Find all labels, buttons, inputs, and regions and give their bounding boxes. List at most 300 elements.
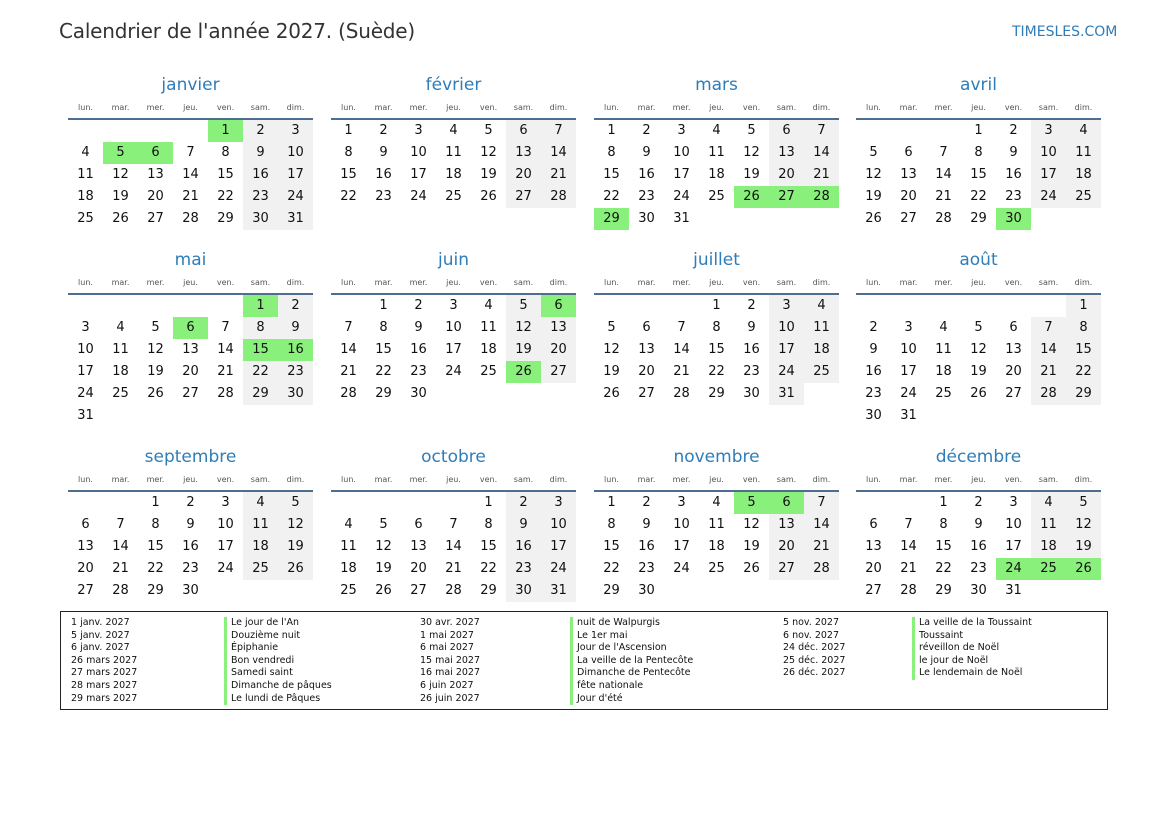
day-cell[interactable]: 6 [769, 120, 804, 142]
day-cell[interactable]: 16 [1005, 167, 1022, 182]
day-cell[interactable]: 21 [217, 364, 234, 379]
day-cell[interactable]: 1 [344, 123, 353, 138]
day-cell[interactable]: 6 [1009, 320, 1018, 335]
day-cell[interactable]: 19 [375, 561, 392, 576]
day-cell[interactable]: 11 [1066, 142, 1101, 164]
day-cell[interactable]: 15 [708, 342, 725, 357]
day-cell[interactable]: 4 [81, 145, 90, 160]
day-cell[interactable]: 12 [743, 517, 760, 532]
day-cell[interactable]: 16 [410, 342, 427, 357]
day-cell[interactable]: 7 [221, 320, 230, 335]
day-cell[interactable]: 29 [708, 386, 725, 401]
day-cell[interactable]: 18 [480, 342, 497, 357]
day-cell[interactable]: 2 [747, 298, 756, 313]
day-cell[interactable]: 7 [939, 145, 948, 160]
day-cell[interactable]: 6 [642, 320, 651, 335]
day-cell[interactable]: 17 [77, 364, 94, 379]
day-cell[interactable]: 10 [673, 145, 690, 160]
holiday-day-cell[interactable]: 1 [208, 120, 243, 142]
holiday-day-cell[interactable]: 26 [1066, 558, 1101, 580]
day-cell[interactable]: 31 [900, 408, 917, 423]
day-cell[interactable]: 2 [642, 123, 651, 138]
day-cell[interactable]: 2 [414, 298, 423, 313]
day-cell[interactable]: 17 [445, 342, 462, 357]
day-cell[interactable]: 25 [708, 561, 725, 576]
day-cell[interactable]: 15 [375, 342, 392, 357]
day-cell[interactable]: 20 [769, 536, 804, 558]
day-cell[interactable]: 3 [1031, 120, 1066, 142]
day-cell[interactable]: 3 [221, 495, 230, 510]
day-cell[interactable]: 27 [1005, 386, 1022, 401]
day-cell[interactable]: 9 [642, 517, 651, 532]
day-cell[interactable]: 9 [243, 142, 278, 164]
day-cell[interactable]: 18 [340, 561, 357, 576]
day-cell[interactable]: 18 [445, 167, 462, 182]
day-cell[interactable]: 19 [147, 364, 164, 379]
day-cell[interactable]: 22 [708, 364, 725, 379]
day-cell[interactable]: 30 [865, 408, 882, 423]
day-cell[interactable]: 24 [900, 386, 917, 401]
day-cell[interactable]: 23 [743, 364, 760, 379]
day-cell[interactable]: 23 [375, 189, 392, 204]
day-cell[interactable]: 30 [638, 211, 655, 226]
day-cell[interactable]: 14 [935, 167, 952, 182]
day-cell[interactable]: 27 [541, 361, 576, 383]
day-cell[interactable]: 26 [865, 211, 882, 226]
day-cell[interactable]: 4 [712, 123, 721, 138]
day-cell[interactable]: 1 [379, 298, 388, 313]
day-cell[interactable]: 31 [77, 408, 94, 423]
day-cell[interactable]: 19 [603, 364, 620, 379]
day-cell[interactable]: 8 [974, 145, 983, 160]
day-cell[interactable]: 26 [743, 561, 760, 576]
day-cell[interactable]: 22 [147, 561, 164, 576]
day-cell[interactable]: 23 [638, 189, 655, 204]
day-cell[interactable]: 30 [410, 386, 427, 401]
day-cell[interactable]: 29 [375, 386, 392, 401]
day-cell[interactable]: 29 [935, 583, 952, 598]
day-cell[interactable]: 19 [970, 364, 987, 379]
holiday-day-cell[interactable]: 5 [734, 492, 769, 514]
day-cell[interactable]: 14 [900, 539, 917, 554]
day-cell[interactable]: 1 [974, 123, 983, 138]
day-cell[interactable]: 22 [603, 561, 620, 576]
day-cell[interactable]: 4 [1031, 492, 1066, 514]
day-cell[interactable]: 30 [243, 208, 278, 230]
day-cell[interactable]: 17 [1031, 164, 1066, 186]
day-cell[interactable]: 3 [769, 295, 804, 317]
day-cell[interactable]: 25 [243, 558, 278, 580]
day-cell[interactable]: 10 [1005, 517, 1022, 532]
day-cell[interactable]: 1 [151, 495, 160, 510]
day-cell[interactable]: 28 [900, 583, 917, 598]
day-cell[interactable]: 22 [340, 189, 357, 204]
day-cell[interactable]: 17 [217, 539, 234, 554]
day-cell[interactable]: 7 [344, 320, 353, 335]
day-cell[interactable]: 26 [970, 386, 987, 401]
site-link[interactable]: TIMESLES.COM [1012, 24, 1118, 40]
day-cell[interactable]: 16 [865, 364, 882, 379]
day-cell[interactable]: 11 [243, 514, 278, 536]
day-cell[interactable]: 23 [243, 186, 278, 208]
day-cell[interactable]: 27 [147, 211, 164, 226]
day-cell[interactable]: 1 [939, 495, 948, 510]
day-cell[interactable]: 26 [480, 189, 497, 204]
holiday-day-cell[interactable]: 1 [243, 295, 278, 317]
day-cell[interactable]: 10 [77, 342, 94, 357]
day-cell[interactable]: 28 [935, 211, 952, 226]
day-cell[interactable]: 21 [900, 561, 917, 576]
day-cell[interactable]: 21 [1031, 361, 1066, 383]
day-cell[interactable]: 13 [541, 317, 576, 339]
holiday-day-cell[interactable]: 15 [243, 339, 278, 361]
day-cell[interactable]: 19 [865, 189, 882, 204]
day-cell[interactable]: 21 [935, 189, 952, 204]
day-cell[interactable]: 20 [865, 561, 882, 576]
day-cell[interactable]: 14 [217, 342, 234, 357]
day-cell[interactable]: 5 [747, 123, 756, 138]
day-cell[interactable]: 24 [673, 561, 690, 576]
day-cell[interactable]: 11 [1031, 514, 1066, 536]
day-cell[interactable]: 16 [182, 539, 199, 554]
day-cell[interactable]: 25 [340, 583, 357, 598]
holiday-day-cell[interactable]: 27 [769, 186, 804, 208]
day-cell[interactable]: 9 [414, 320, 423, 335]
day-cell[interactable]: 10 [445, 320, 462, 335]
day-cell[interactable]: 4 [116, 320, 125, 335]
day-cell[interactable]: 9 [506, 514, 541, 536]
day-cell[interactable]: 2 [243, 120, 278, 142]
day-cell[interactable]: 29 [970, 211, 987, 226]
day-cell[interactable]: 19 [480, 167, 497, 182]
day-cell[interactable]: 10 [1031, 142, 1066, 164]
day-cell[interactable]: 29 [603, 583, 620, 598]
day-cell[interactable]: 29 [1066, 383, 1101, 405]
day-cell[interactable]: 21 [182, 189, 199, 204]
day-cell[interactable]: 22 [970, 189, 987, 204]
day-cell[interactable]: 23 [865, 386, 882, 401]
day-cell[interactable]: 28 [217, 386, 234, 401]
day-cell[interactable]: 11 [480, 320, 497, 335]
day-cell[interactable]: 2 [506, 492, 541, 514]
day-cell[interactable]: 20 [410, 561, 427, 576]
day-cell[interactable]: 5 [1066, 492, 1101, 514]
day-cell[interactable]: 9 [747, 320, 756, 335]
day-cell[interactable]: 4 [243, 492, 278, 514]
holiday-day-cell[interactable]: 5 [103, 142, 138, 164]
day-cell[interactable]: 24 [445, 364, 462, 379]
day-cell[interactable]: 12 [278, 514, 313, 536]
day-cell[interactable]: 25 [445, 189, 462, 204]
day-cell[interactable]: 31 [673, 211, 690, 226]
day-cell[interactable]: 17 [410, 167, 427, 182]
day-cell[interactable]: 15 [935, 539, 952, 554]
holiday-day-cell[interactable]: 6 [541, 295, 576, 317]
day-cell[interactable]: 14 [112, 539, 129, 554]
holiday-day-cell[interactable]: 30 [996, 208, 1031, 230]
day-cell[interactable]: 12 [375, 539, 392, 554]
day-cell[interactable]: 12 [480, 145, 497, 160]
day-cell[interactable]: 20 [182, 364, 199, 379]
day-cell[interactable]: 27 [900, 211, 917, 226]
day-cell[interactable]: 19 [1066, 536, 1101, 558]
day-cell[interactable]: 14 [673, 342, 690, 357]
day-cell[interactable]: 12 [147, 342, 164, 357]
day-cell[interactable]: 11 [445, 145, 462, 160]
day-cell[interactable]: 27 [410, 583, 427, 598]
day-cell[interactable]: 14 [182, 167, 199, 182]
day-cell[interactable]: 15 [603, 167, 620, 182]
day-cell[interactable]: 26 [147, 386, 164, 401]
day-cell[interactable]: 22 [375, 364, 392, 379]
day-cell[interactable]: 16 [743, 342, 760, 357]
day-cell[interactable]: 23 [506, 558, 541, 580]
day-cell[interactable]: 12 [112, 167, 129, 182]
day-cell[interactable]: 11 [112, 342, 129, 357]
day-cell[interactable]: 19 [112, 189, 129, 204]
day-cell[interactable]: 14 [340, 342, 357, 357]
day-cell[interactable]: 13 [506, 142, 541, 164]
day-cell[interactable]: 3 [449, 298, 458, 313]
holiday-day-cell[interactable]: 28 [804, 186, 839, 208]
day-cell[interactable]: 3 [677, 495, 686, 510]
day-cell[interactable]: 22 [217, 189, 234, 204]
day-cell[interactable]: 20 [77, 561, 94, 576]
day-cell[interactable]: 7 [186, 145, 195, 160]
day-cell[interactable]: 7 [677, 320, 686, 335]
day-cell[interactable]: 16 [638, 539, 655, 554]
day-cell[interactable]: 7 [904, 517, 913, 532]
day-cell[interactable]: 12 [506, 317, 541, 339]
day-cell[interactable]: 2 [1009, 123, 1018, 138]
day-cell[interactable]: 6 [506, 120, 541, 142]
day-cell[interactable]: 8 [151, 517, 160, 532]
day-cell[interactable]: 21 [804, 536, 839, 558]
day-cell[interactable]: 27 [769, 558, 804, 580]
day-cell[interactable]: 28 [673, 386, 690, 401]
day-cell[interactable]: 2 [974, 495, 983, 510]
day-cell[interactable]: 8 [484, 517, 493, 532]
day-cell[interactable]: 7 [1031, 317, 1066, 339]
day-cell[interactable]: 31 [769, 383, 804, 405]
day-cell[interactable]: 17 [673, 539, 690, 554]
day-cell[interactable]: 18 [708, 539, 725, 554]
day-cell[interactable]: 13 [182, 342, 199, 357]
day-cell[interactable]: 21 [804, 164, 839, 186]
holiday-day-cell[interactable]: 29 [594, 208, 629, 230]
day-cell[interactable]: 31 [278, 208, 313, 230]
day-cell[interactable]: 12 [603, 342, 620, 357]
day-cell[interactable]: 13 [147, 167, 164, 182]
holiday-day-cell[interactable]: 16 [278, 339, 313, 361]
day-cell[interactable]: 14 [541, 142, 576, 164]
day-cell[interactable]: 21 [673, 364, 690, 379]
day-cell[interactable]: 28 [445, 583, 462, 598]
day-cell[interactable]: 1 [607, 495, 616, 510]
day-cell[interactable]: 9 [974, 517, 983, 532]
day-cell[interactable]: 4 [484, 298, 493, 313]
day-cell[interactable]: 13 [410, 539, 427, 554]
day-cell[interactable]: 7 [116, 517, 125, 532]
day-cell[interactable]: 29 [480, 583, 497, 598]
day-cell[interactable]: 13 [769, 142, 804, 164]
day-cell[interactable]: 20 [541, 339, 576, 361]
day-cell[interactable]: 26 [278, 558, 313, 580]
day-cell[interactable]: 23 [970, 561, 987, 576]
day-cell[interactable]: 19 [278, 536, 313, 558]
day-cell[interactable]: 9 [642, 145, 651, 160]
day-cell[interactable]: 30 [278, 383, 313, 405]
day-cell[interactable]: 25 [1066, 186, 1101, 208]
day-cell[interactable]: 15 [970, 167, 987, 182]
day-cell[interactable]: 17 [278, 164, 313, 186]
day-cell[interactable]: 13 [1005, 342, 1022, 357]
day-cell[interactable]: 29 [243, 383, 278, 405]
day-cell[interactable]: 15 [340, 167, 357, 182]
day-cell[interactable]: 28 [112, 583, 129, 598]
holiday-day-cell[interactable]: 25 [1031, 558, 1066, 580]
day-cell[interactable]: 5 [607, 320, 616, 335]
day-cell[interactable]: 10 [769, 317, 804, 339]
day-cell[interactable]: 7 [449, 517, 458, 532]
day-cell[interactable]: 14 [445, 539, 462, 554]
holiday-day-cell[interactable]: 6 [138, 142, 173, 164]
day-cell[interactable]: 12 [970, 342, 987, 357]
day-cell[interactable]: 29 [217, 211, 234, 226]
day-cell[interactable]: 18 [243, 536, 278, 558]
day-cell[interactable]: 14 [804, 514, 839, 536]
day-cell[interactable]: 20 [769, 164, 804, 186]
day-cell[interactable]: 12 [865, 167, 882, 182]
day-cell[interactable]: 24 [410, 189, 427, 204]
day-cell[interactable]: 16 [506, 536, 541, 558]
day-cell[interactable]: 8 [607, 517, 616, 532]
day-cell[interactable]: 30 [638, 583, 655, 598]
day-cell[interactable]: 27 [865, 583, 882, 598]
day-cell[interactable]: 31 [1005, 583, 1022, 598]
day-cell[interactable]: 5 [869, 145, 878, 160]
day-cell[interactable]: 24 [541, 558, 576, 580]
day-cell[interactable]: 10 [410, 145, 427, 160]
day-cell[interactable]: 29 [147, 583, 164, 598]
day-cell[interactable]: 6 [869, 517, 878, 532]
day-cell[interactable]: 5 [278, 492, 313, 514]
day-cell[interactable]: 30 [506, 580, 541, 602]
day-cell[interactable]: 14 [1031, 339, 1066, 361]
day-cell[interactable]: 30 [970, 583, 987, 598]
day-cell[interactable]: 9 [869, 342, 878, 357]
day-cell[interactable]: 10 [673, 517, 690, 532]
day-cell[interactable]: 25 [708, 189, 725, 204]
day-cell[interactable]: 22 [603, 189, 620, 204]
day-cell[interactable]: 13 [865, 539, 882, 554]
day-cell[interactable]: 8 [712, 320, 721, 335]
day-cell[interactable]: 5 [151, 320, 160, 335]
day-cell[interactable]: 18 [112, 364, 129, 379]
day-cell[interactable]: 8 [344, 145, 353, 160]
day-cell[interactable]: 14 [804, 142, 839, 164]
day-cell[interactable]: 23 [278, 361, 313, 383]
day-cell[interactable]: 18 [708, 167, 725, 182]
day-cell[interactable]: 5 [484, 123, 493, 138]
day-cell[interactable]: 4 [1066, 120, 1101, 142]
day-cell[interactable]: 5 [379, 517, 388, 532]
day-cell[interactable]: 2 [186, 495, 195, 510]
day-cell[interactable]: 19 [743, 167, 760, 182]
day-cell[interactable]: 26 [375, 583, 392, 598]
day-cell[interactable]: 15 [480, 539, 497, 554]
day-cell[interactable]: 26 [603, 386, 620, 401]
day-cell[interactable]: 24 [673, 189, 690, 204]
day-cell[interactable]: 8 [1066, 317, 1101, 339]
day-cell[interactable]: 15 [603, 539, 620, 554]
day-cell[interactable]: 8 [607, 145, 616, 160]
day-cell[interactable]: 11 [708, 517, 725, 532]
day-cell[interactable]: 5 [506, 295, 541, 317]
day-cell[interactable]: 4 [449, 123, 458, 138]
day-cell[interactable]: 20 [638, 364, 655, 379]
day-cell[interactable]: 22 [243, 361, 278, 383]
day-cell[interactable]: 3 [81, 320, 90, 335]
day-cell[interactable]: 31 [541, 580, 576, 602]
day-cell[interactable]: 11 [804, 317, 839, 339]
day-cell[interactable]: 6 [81, 517, 90, 532]
day-cell[interactable]: 18 [1066, 164, 1101, 186]
day-cell[interactable]: 17 [900, 364, 917, 379]
day-cell[interactable]: 18 [804, 339, 839, 361]
day-cell[interactable]: 22 [935, 561, 952, 576]
day-cell[interactable]: 9 [1009, 145, 1018, 160]
day-cell[interactable]: 1 [607, 123, 616, 138]
day-cell[interactable]: 13 [77, 539, 94, 554]
day-cell[interactable]: 11 [708, 145, 725, 160]
day-cell[interactable]: 16 [243, 164, 278, 186]
day-cell[interactable]: 15 [217, 167, 234, 182]
holiday-day-cell[interactable]: 26 [734, 186, 769, 208]
day-cell[interactable]: 21 [541, 164, 576, 186]
day-cell[interactable]: 11 [77, 167, 94, 182]
day-cell[interactable]: 4 [939, 320, 948, 335]
day-cell[interactable]: 1 [484, 495, 493, 510]
day-cell[interactable]: 8 [243, 317, 278, 339]
day-cell[interactable]: 6 [904, 145, 913, 160]
day-cell[interactable]: 24 [77, 386, 94, 401]
day-cell[interactable]: 21 [340, 364, 357, 379]
day-cell[interactable]: 3 [278, 120, 313, 142]
day-cell[interactable]: 9 [278, 317, 313, 339]
day-cell[interactable]: 25 [112, 386, 129, 401]
day-cell[interactable]: 2 [379, 123, 388, 138]
day-cell[interactable]: 17 [673, 167, 690, 182]
day-cell[interactable]: 16 [970, 539, 987, 554]
day-cell[interactable]: 23 [410, 364, 427, 379]
day-cell[interactable]: 10 [541, 514, 576, 536]
day-cell[interactable]: 12 [1066, 514, 1101, 536]
day-cell[interactable]: 28 [804, 558, 839, 580]
day-cell[interactable]: 19 [506, 339, 541, 361]
day-cell[interactable]: 8 [379, 320, 388, 335]
day-cell[interactable]: 18 [77, 189, 94, 204]
day-cell[interactable]: 4 [344, 517, 353, 532]
day-cell[interactable]: 25 [935, 386, 952, 401]
day-cell[interactable]: 12 [743, 145, 760, 160]
day-cell[interactable]: 2 [869, 320, 878, 335]
day-cell[interactable]: 24 [769, 361, 804, 383]
day-cell[interactable]: 7 [804, 120, 839, 142]
day-cell[interactable]: 19 [743, 539, 760, 554]
day-cell[interactable]: 27 [182, 386, 199, 401]
day-cell[interactable]: 13 [638, 342, 655, 357]
